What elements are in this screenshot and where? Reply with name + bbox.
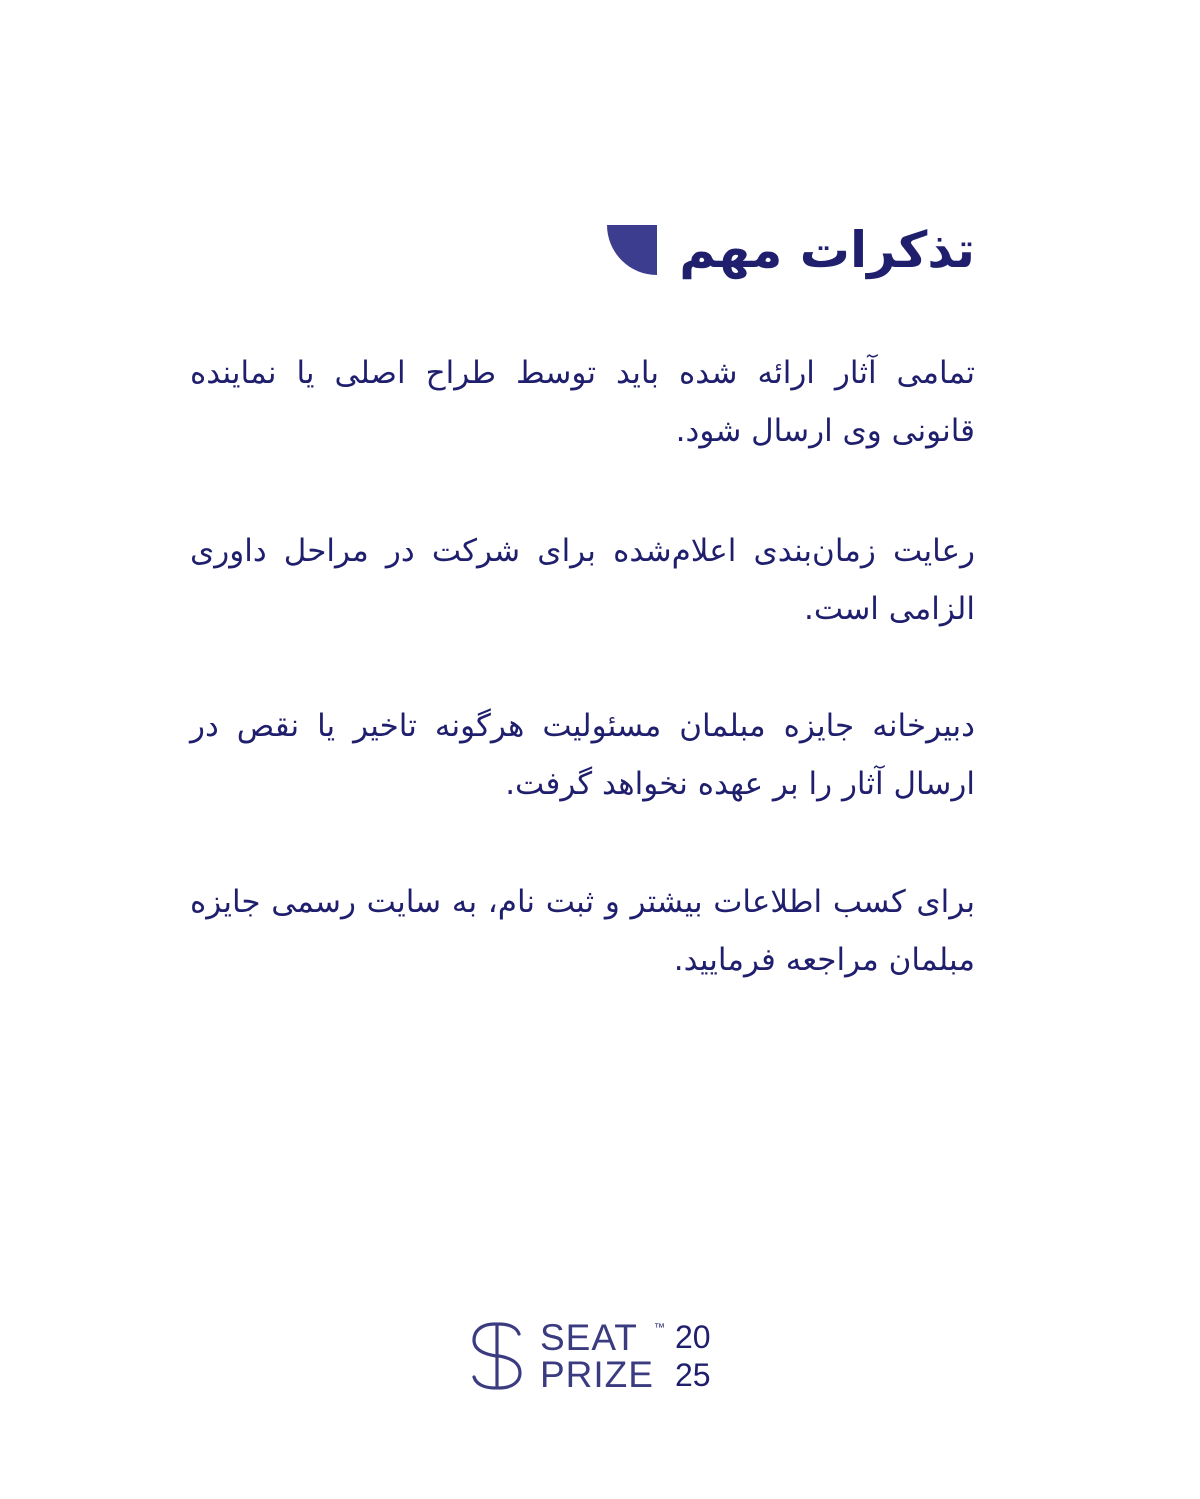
- heading-block: [607, 221, 975, 279]
- brand-line-1: SEAT: [540, 1317, 638, 1358]
- page-title: تذکرات مهم: [679, 221, 975, 279]
- seat-prize-logo-icon: [468, 1318, 526, 1394]
- brand-name: [540, 1319, 654, 1393]
- year-line-1: 20: [675, 1319, 711, 1355]
- note-paragraph-4: برای کسب اطلاعات بیشتر و ثبت نام، به سایت رسمی جایزه مبلمان مراجعه فرمایید.: [190, 884, 975, 978]
- note-paragraph-1: تمامی آثار ارائه شده باید توسط طراح اصلی یا نماینده قانونی وی ارسال شود.: [190, 355, 975, 449]
- note-paragraph-2: رعایت زمان‌بندی اعلام‌شده برای شرکت در مراحل داوری الزامی است.: [190, 533, 975, 627]
- trademark-mark: ™: [654, 1322, 665, 1334]
- brand-year: [675, 1318, 711, 1394]
- note-paragraph-3: دبیرخانه جایزه مبلمان مسئولیت هرگونه تاخیر یا نقص در ارسال آثار را بر عهده نخواهد گرفت.: [190, 708, 975, 802]
- year-line-2: 25: [675, 1357, 711, 1393]
- quarter-circle-icon: [607, 225, 657, 275]
- brand-line-2: PRIZE: [540, 1354, 654, 1395]
- footer-logo: [468, 1318, 728, 1394]
